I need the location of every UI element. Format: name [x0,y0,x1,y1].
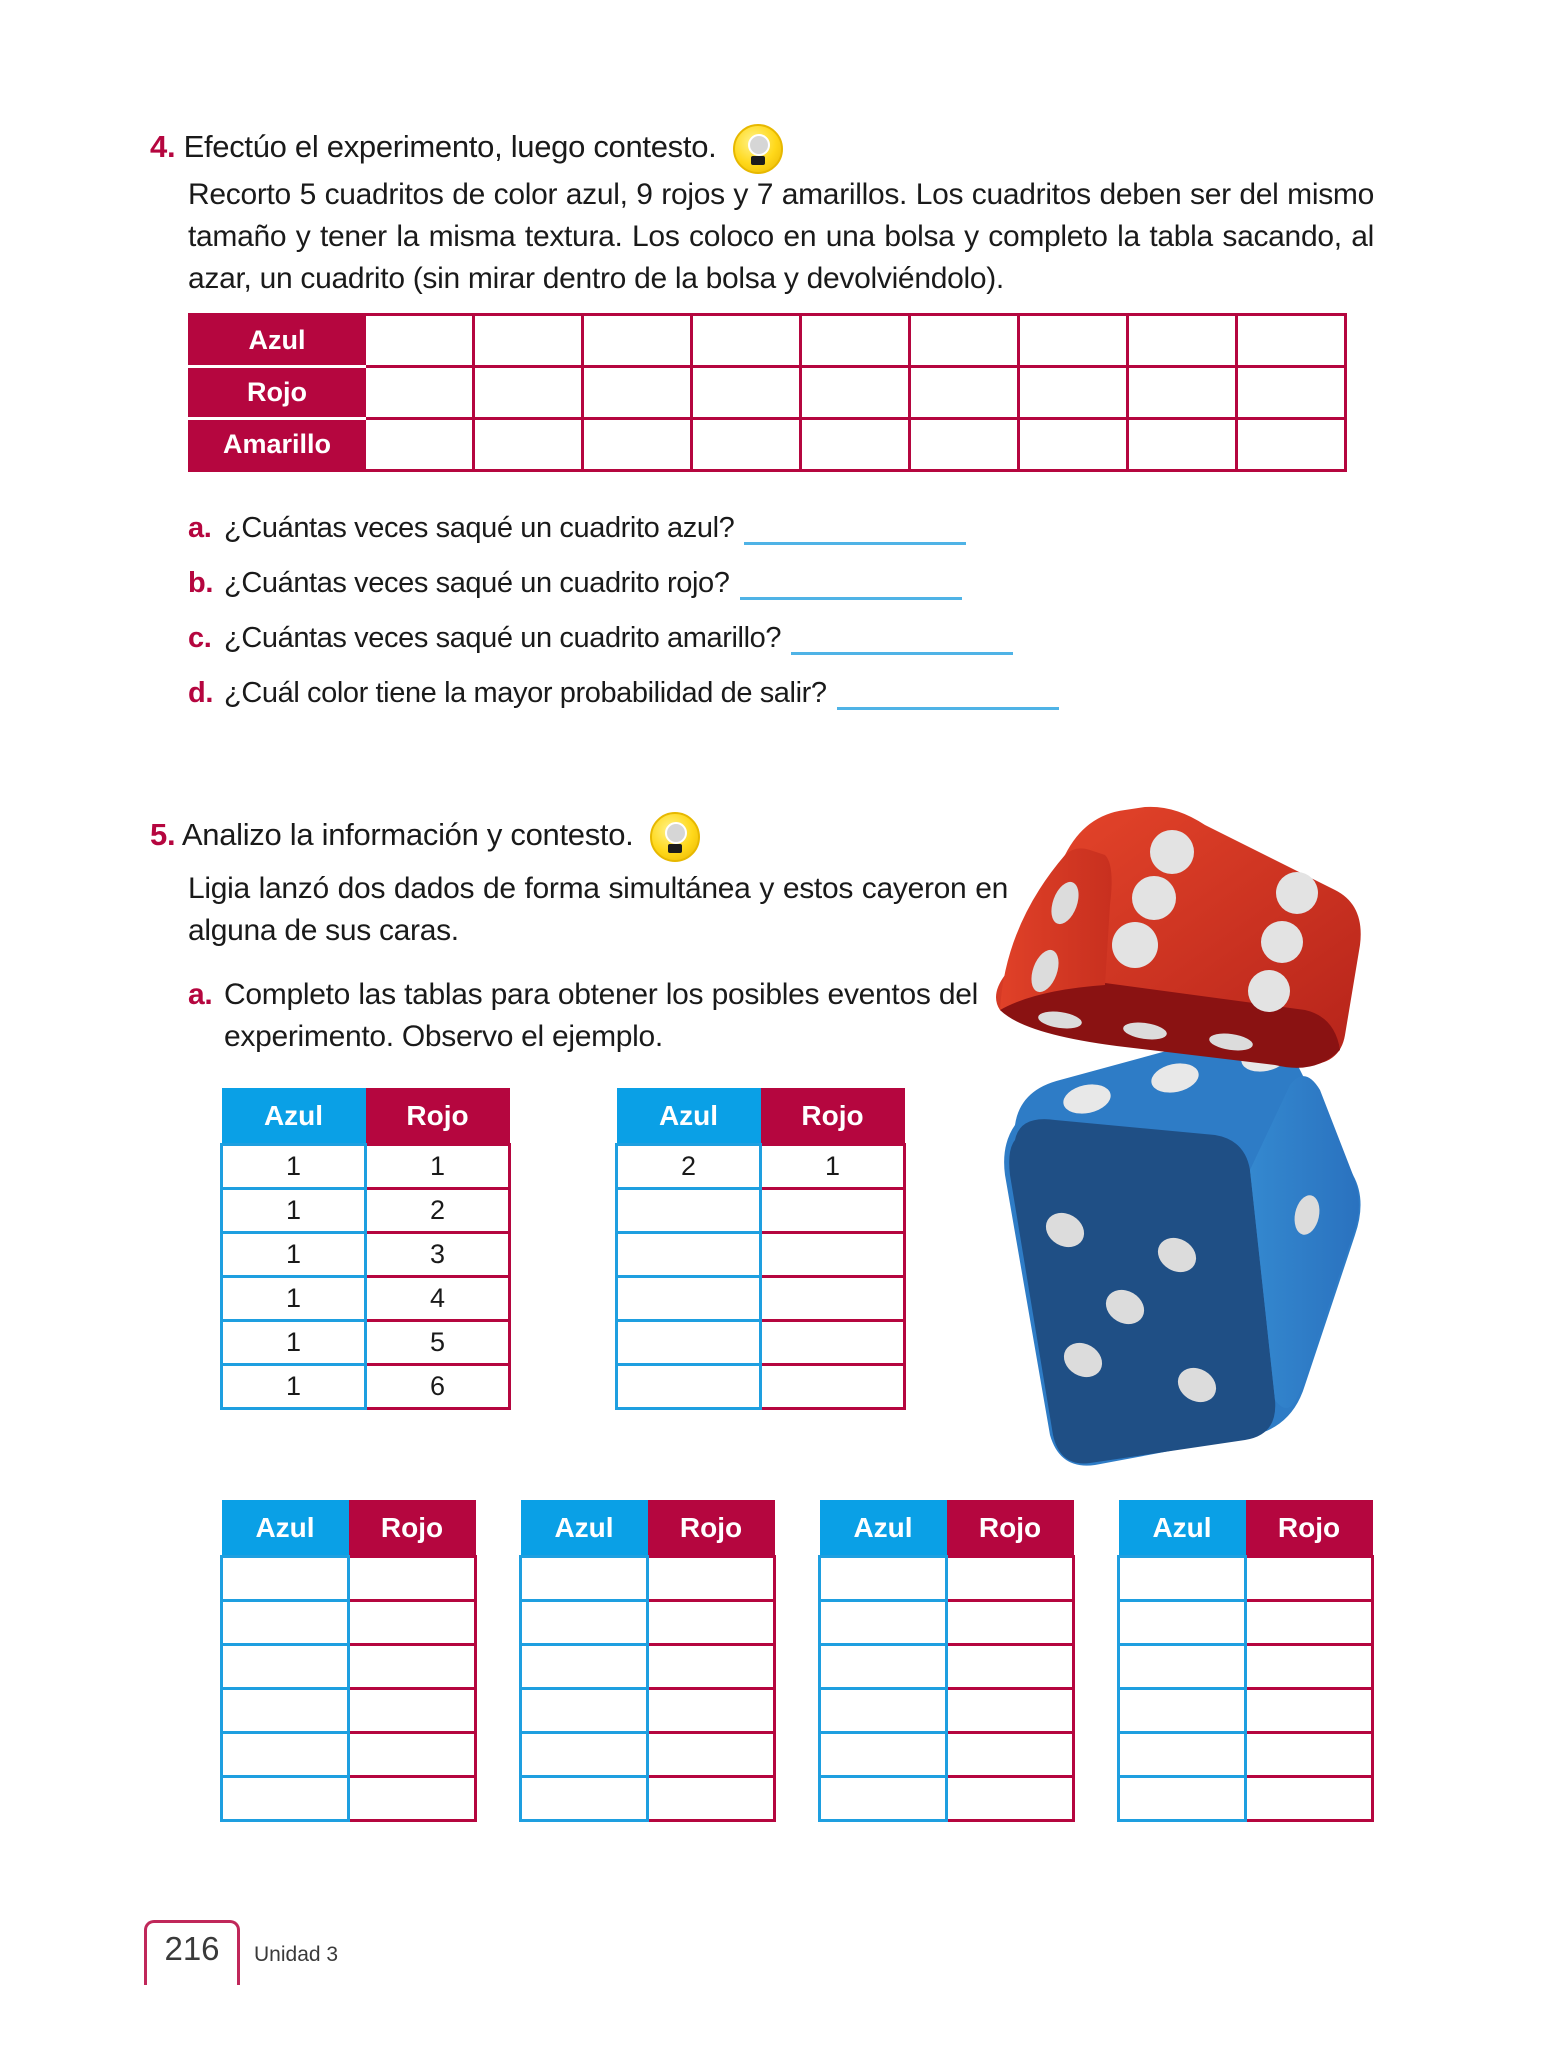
cell-azul[interactable] [222,1733,349,1777]
cell-rojo[interactable] [648,1777,775,1821]
table-row [521,1557,775,1601]
cell-rojo[interactable] [761,1365,905,1409]
cell-azul[interactable] [1119,1601,1246,1645]
table-row [1119,1733,1373,1777]
cell-azul[interactable] [222,1777,349,1821]
question-label: d. [188,677,213,709]
q5-number: 5. [150,817,176,853]
cell-azul[interactable] [222,1557,349,1601]
table-row [521,1601,775,1645]
question-item [188,512,966,545]
cell-rojo[interactable] [947,1733,1074,1777]
header-azul: Azul [222,1088,366,1145]
cell-azul: 1 [222,1145,366,1189]
table-row [222,1601,476,1645]
dice-illustration [975,795,1375,1475]
cell-rojo[interactable] [349,1689,476,1733]
cell-azul[interactable] [222,1689,349,1733]
q4-heading [150,124,783,174]
table-row [820,1557,1074,1601]
table-row [222,1733,476,1777]
tally-cell[interactable] [365,315,474,367]
cell-azul: 2 [617,1145,761,1189]
table-row [820,1689,1074,1733]
table-row [222,1233,510,1277]
cell-rojo[interactable] [947,1689,1074,1733]
cell-azul: 1 [222,1365,366,1409]
tally-row-label: Azul [190,315,365,367]
q4-body: Recorto 5 cuadritos de color azul, 9 rojos y 7 amarillos. Los cuadritos deben ser del mismo tamaño y tener la misma textura. Los coloco en una bolsa y completo la tabla sacando, al azar, un cuadrito (sin mirar dentro de la bolsa y devolviéndolo). [188,178,1374,295]
header-rojo: Rojo [366,1088,510,1145]
header-rojo: Rojo [1246,1500,1373,1557]
cell-rojo[interactable] [761,1189,905,1233]
q5-sub-a-text: Completo las tablas para obtener los posibles eventos del experimento. Observo el ejemplo. [224,978,978,1053]
answer-blank[interactable] [744,541,966,545]
tally-row-label: Rojo [190,367,365,419]
tally-cell[interactable] [801,367,910,419]
cell-rojo[interactable] [1246,1733,1373,1777]
cell-azul[interactable] [521,1733,648,1777]
cell-rojo[interactable] [349,1733,476,1777]
q4-title: Efectúo el experimento, luego contesto. [183,129,717,165]
tally-cell[interactable] [365,367,474,419]
table-row [617,1189,905,1233]
cell-rojo: 2 [366,1189,510,1233]
tally-cell[interactable] [1237,315,1346,367]
tally-cell[interactable] [1128,419,1237,471]
header-rojo: Rojo [349,1500,476,1557]
cell-rojo[interactable] [349,1645,476,1689]
q5-body: Ligia lanzó dos dados de forma simultánea y estos cayeron en alguna de sus caras. [188,872,1008,947]
cell-azul[interactable] [820,1689,947,1733]
cell-azul[interactable] [521,1777,648,1821]
question-label: b. [188,567,213,599]
question-label: c. [188,622,212,654]
tally-cell[interactable] [801,315,910,367]
outcome-table [220,1500,477,1822]
cell-azul: 1 [222,1189,366,1233]
table-row [222,1365,510,1409]
table-row [617,1277,905,1321]
tally-cell[interactable] [583,315,692,367]
q5-sub-a-label: a. [188,978,213,1011]
table-row [820,1777,1074,1821]
table-row [820,1645,1074,1689]
header-azul: Azul [820,1500,947,1557]
table-row [617,1321,905,1365]
answer-blank[interactable] [740,596,962,600]
cell-rojo[interactable] [761,1277,905,1321]
header-rojo: Rojo [761,1088,905,1145]
question-text: ¿Cuál color tiene la mayor probabilidad de salir? [224,677,827,709]
cell-azul[interactable] [521,1689,648,1733]
cell-rojo[interactable] [648,1733,775,1777]
header-azul: Azul [521,1500,648,1557]
tally-cell[interactable] [474,419,583,471]
table-row [521,1645,775,1689]
table-row [222,1189,510,1233]
cell-azul: 1 [222,1321,366,1365]
tally-cell[interactable] [583,419,692,471]
answer-blank[interactable] [791,651,1013,655]
tally-cell[interactable] [801,419,910,471]
tally-table [188,313,1347,472]
cell-rojo: 4 [366,1277,510,1321]
table-row [222,1321,510,1365]
tally-row-label: Amarillo [190,419,365,471]
tally-cell[interactable] [1019,315,1128,367]
cell-rojo: 1 [366,1145,510,1189]
cell-azul: 1 [222,1277,366,1321]
table-row [222,1689,476,1733]
header-azul: Azul [222,1500,349,1557]
page-number: 216 [164,1930,220,1967]
cell-azul[interactable] [521,1601,648,1645]
table-row [521,1777,775,1821]
cell-azul[interactable] [1119,1645,1246,1689]
tally-cell[interactable] [1128,315,1237,367]
cell-azul[interactable] [1119,1733,1246,1777]
outcome-table [1117,1500,1374,1822]
cell-rojo[interactable] [947,1601,1074,1645]
tally-cell[interactable] [692,367,801,419]
cell-azul[interactable] [521,1645,648,1689]
cell-rojo: 1 [761,1145,905,1189]
example-table [220,1088,511,1410]
question-item [188,677,1059,710]
tally-cell[interactable] [1237,419,1346,471]
cell-rojo: 3 [366,1233,510,1277]
outcome-table [519,1500,776,1822]
cell-rojo[interactable] [648,1645,775,1689]
header-azul: Azul [617,1088,761,1145]
question-item [188,622,1013,655]
cell-rojo[interactable] [1246,1777,1373,1821]
cell-azul[interactable] [222,1601,349,1645]
table-row [222,1557,476,1601]
tally-cell[interactable] [910,315,1019,367]
red-die [996,807,1361,1068]
cell-rojo[interactable] [947,1557,1074,1601]
tally-cell[interactable] [692,419,801,471]
table-row [222,1645,476,1689]
table-row [617,1365,905,1409]
cell-rojo[interactable] [648,1557,775,1601]
table-row [1119,1601,1373,1645]
q5-heading [150,812,700,862]
cell-rojo[interactable] [947,1645,1074,1689]
lightbulb-icon [650,812,700,862]
cell-azul[interactable] [617,1233,761,1277]
tally-cell[interactable] [1019,367,1128,419]
cell-azul[interactable] [1119,1777,1246,1821]
cell-rojo[interactable] [648,1689,775,1733]
question-label: a. [188,512,212,544]
table-row [617,1233,905,1277]
table-row [1119,1557,1373,1601]
unit-label: Unidad 3 [254,1943,339,1966]
cell-rojo[interactable] [349,1601,476,1645]
cell-rojo[interactable] [349,1557,476,1601]
tally-cell[interactable] [910,419,1019,471]
header-rojo: Rojo [947,1500,1074,1557]
cell-azul[interactable] [820,1557,947,1601]
table-row [1119,1645,1373,1689]
header-rojo: Rojo [648,1500,775,1557]
header-azul: Azul [1119,1500,1246,1557]
tally-cell[interactable] [474,315,583,367]
cell-azul: 1 [222,1233,366,1277]
tally-row [190,367,1346,419]
table-row [1119,1689,1373,1733]
table-row [222,1145,510,1189]
cell-azul[interactable] [820,1601,947,1645]
table-row [820,1601,1074,1645]
tally-row [190,315,1346,367]
tally-cell[interactable] [1237,367,1346,419]
tally-cell[interactable] [910,367,1019,419]
cell-rojo[interactable] [1246,1557,1373,1601]
table-row [521,1689,775,1733]
table-row [1119,1777,1373,1821]
cell-rojo[interactable] [1246,1689,1373,1733]
table-row [617,1145,905,1189]
tally-cell[interactable] [1019,419,1128,471]
tally-cell[interactable] [583,367,692,419]
cell-rojo[interactable] [761,1321,905,1365]
cell-rojo[interactable] [947,1777,1074,1821]
table-row [222,1277,510,1321]
tally-cell[interactable] [692,315,801,367]
table-row [222,1777,476,1821]
tally-cell[interactable] [365,419,474,471]
cell-azul[interactable] [617,1365,761,1409]
outcome-table [615,1088,906,1410]
cell-azul[interactable] [820,1645,947,1689]
question-text: ¿Cuántas veces saqué un cuadrito azul? [224,512,735,544]
answer-blank[interactable] [837,706,1059,710]
table-row [820,1733,1074,1777]
cell-rojo[interactable] [761,1233,905,1277]
cell-azul[interactable] [820,1733,947,1777]
cell-rojo[interactable] [1246,1601,1373,1645]
cell-azul[interactable] [1119,1689,1246,1733]
table-row [521,1733,775,1777]
cell-rojo[interactable] [648,1601,775,1645]
cell-azul[interactable] [521,1557,648,1601]
blue-die [1004,1033,1360,1465]
tally-row [190,419,1346,471]
q5-sub-a [188,974,978,1058]
cell-rojo[interactable] [1246,1645,1373,1689]
lightbulb-icon [733,124,783,174]
cell-azul[interactable] [1119,1557,1246,1601]
cell-azul[interactable] [617,1321,761,1365]
cell-rojo: 6 [366,1365,510,1409]
q5-title: Analizo la información y contesto. [181,817,634,853]
outcome-table [818,1500,1075,1822]
cell-rojo[interactable] [349,1777,476,1821]
tally-cell[interactable] [474,367,583,419]
cell-rojo: 5 [366,1321,510,1365]
q4-number: 4. [150,129,176,165]
question-text: ¿Cuántas veces saqué un cuadrito rojo? [224,567,730,599]
cell-azul[interactable] [617,1189,761,1233]
question-text: ¿Cuántas veces saqué un cuadrito amarillo? [224,622,782,654]
question-item [188,567,962,600]
tally-cell[interactable] [1128,367,1237,419]
cell-azul[interactable] [820,1777,947,1821]
cell-azul[interactable] [222,1645,349,1689]
cell-azul[interactable] [617,1277,761,1321]
